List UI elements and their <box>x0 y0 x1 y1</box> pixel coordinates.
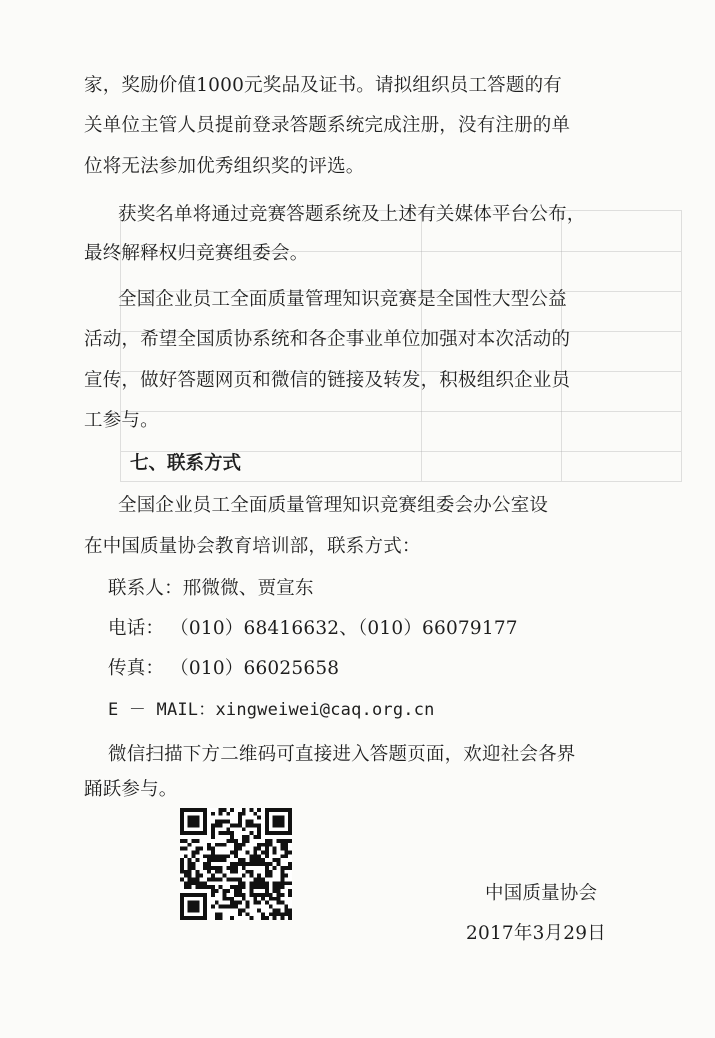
contact-person: 联系人：邢微微、贾宣东 <box>108 578 314 599</box>
paragraph-1-line-2: 关单位主管人员提前登录答题系统完成注册，没有注册的单 <box>84 115 571 136</box>
paragraph-2-line-2: 最终解释权归竞赛组委会。 <box>84 243 309 264</box>
paragraph-3-line-2: 活动，希望全国质协系统和各企事业单位加强对本次活动的 <box>84 329 571 350</box>
wechat-line-1: 微信扫描下方二维码可直接进入答题页面，欢迎社会各界 <box>108 744 576 765</box>
wechat-line-2: 踊跃参与。 <box>84 779 178 800</box>
wechat-qr-code[interactable] <box>180 808 292 920</box>
signature-date: 2017年3月29日 <box>466 923 606 944</box>
contact-fax: 传真： （010）66025658 <box>108 658 340 679</box>
paragraph-3-line-1: 全国企业员工全面质量管理知识竞赛是全国性大型公益 <box>118 289 567 310</box>
signature-org: 中国质量协会 <box>485 883 598 904</box>
paragraph-3-line-3: 宣传，做好答题网页和微信的链接及转发，积极组织企业员 <box>84 370 571 391</box>
contact-phone: 电话： （010）68416632、（010）66079177 <box>108 618 518 639</box>
paragraph-1-line-1: 家，奖励价值1000元奖品及证书。请拟组织员工答题的有 <box>84 75 562 96</box>
paragraph-2-line-1: 获奖名单将通过竞赛答题系统及上述有关媒体平台公布， <box>118 204 586 225</box>
paragraph-1-line-3: 位将无法参加优秀组织奖的评选。 <box>84 156 365 177</box>
contact-intro-line-2: 在中国质量协会教育培训部，联系方式： <box>84 536 421 557</box>
contact-email[interactable]: E － MAIL：xingweiwei@caq.org.cn <box>108 700 435 720</box>
contact-intro-line-1: 全国企业员工全面质量管理知识竞赛组委会办公室设 <box>118 495 549 516</box>
paragraph-3-line-4: 工参与。 <box>84 410 159 431</box>
section-heading: 七、联系方式 <box>130 453 242 474</box>
